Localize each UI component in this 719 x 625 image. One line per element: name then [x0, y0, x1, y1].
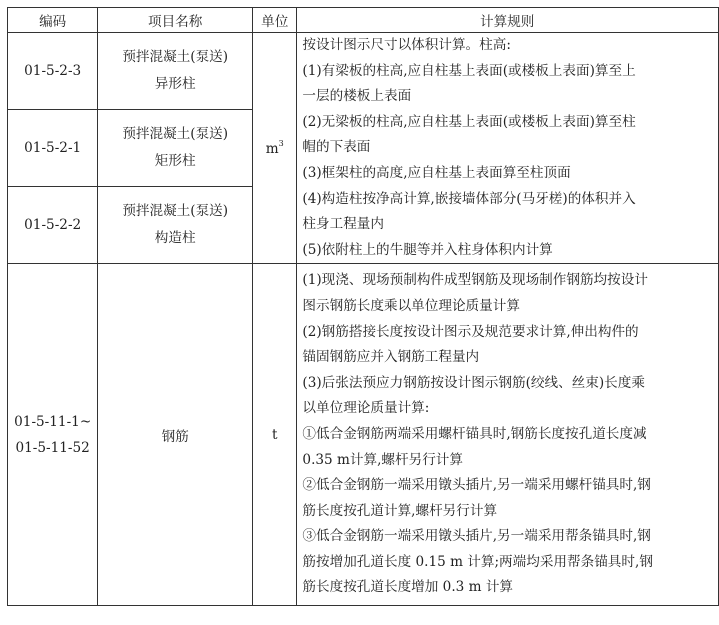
unit-base: m [265, 141, 279, 158]
rule-line: 筋长度按孔道计算,螺杆另行计算 [302, 502, 498, 519]
unit-superscript: 3 [278, 139, 284, 149]
item-code-line: 01-5-11-52 [15, 439, 90, 456]
item-code: 01-5-2-1 [8, 110, 98, 187]
item-name-line: 异形柱 [154, 76, 196, 93]
rules-table [7, 7, 719, 606]
item-name-line: 构造柱 [154, 230, 196, 247]
table-row [8, 264, 719, 606]
rule-line: (3)框架柱的高度,应自柱基上表面算至柱顶面 [302, 164, 571, 181]
rule-line: 柱身工程量内 [302, 216, 384, 233]
rule-line: (5)依附柱上的牛腿等并入柱身体积内计算 [302, 241, 553, 258]
rule-line: 帽的下表面 [302, 139, 371, 156]
item-rules [297, 264, 719, 606]
rule-line: (2)钢筋搭接长度按设计图示及规范要求计算,伸出构件的 [302, 323, 639, 340]
rule-line: 按设计图示尺寸以体积计算。柱高: [302, 37, 511, 53]
rule-line: 以单位理论质量计算: [302, 400, 430, 417]
item-code: 01-5-2-3 [8, 33, 98, 110]
table-row [8, 33, 719, 110]
rule-line: 筋按增加孔道长度 0.15 m 计算;两端均采用帮条锚具时,钢 [302, 553, 653, 570]
rule-line: 筋长度按孔道长度增加 0.3 m 计算 [302, 579, 514, 596]
item-rules [297, 33, 719, 264]
rule-line: ①低合金钢筋两端采用螺杆锚具时,钢筋长度按孔道长度减 [302, 425, 647, 442]
rule-line: (2)无梁板的柱高,应自柱基上表面(或楼板上表面)算至柱 [302, 113, 636, 130]
item-code: 01-5-2-2 [8, 187, 98, 264]
rule-line: (1)有梁板的柱高,应自柱基上表面(或楼板上表面)算至上 [302, 62, 636, 79]
item-code [8, 264, 98, 606]
item-name-line: 矩形柱 [154, 153, 196, 170]
header-row [8, 8, 719, 33]
rule-line: (4)构造柱按净高计算,嵌接墙体部分(马牙槎)的体积并入 [302, 190, 636, 207]
item-name-line: 预拌混凝土(泵送) [122, 49, 229, 66]
item-name [98, 187, 253, 264]
rule-line: ②低合金钢筋一端采用镦头插片,另一端采用螺杆锚具时,钢 [302, 477, 651, 494]
header-code: 编码 [8, 8, 98, 33]
item-name: 钢筋 [98, 264, 253, 606]
item-code-line: 01-5-11-1~ [14, 413, 92, 430]
rule-line: 一层的楼板上表面 [302, 88, 412, 105]
header-rule: 计算规则 [297, 8, 719, 33]
item-unit [253, 33, 297, 264]
rule-line: 锚固钢筋应并入钢筋工程量内 [302, 349, 480, 366]
rule-line: 图示钢筋长度乘以单位理论质量计算 [302, 297, 520, 314]
rule-line: (3)后张法预应力钢筋按设计图示钢筋(绞线、丝束)长度乘 [302, 374, 645, 391]
header-name: 项目名称 [98, 8, 253, 33]
header-unit: 单位 [253, 8, 297, 33]
rule-line: ③低合金钢筋一端采用镦头插片,另一端采用帮条锚具时,钢 [302, 528, 651, 545]
item-name-line: 预拌混凝土(泵送) [122, 126, 229, 143]
rule-line: 0.35 m计算,螺杆另行计算 [302, 451, 463, 468]
rule-line: (1)现浇、现场预制构件成型钢筋及现场制作钢筋均按设计 [302, 272, 648, 289]
item-name [98, 33, 253, 110]
item-unit: t [253, 264, 297, 606]
item-name [98, 110, 253, 187]
item-name-line: 预拌混凝土(泵送) [122, 203, 229, 220]
